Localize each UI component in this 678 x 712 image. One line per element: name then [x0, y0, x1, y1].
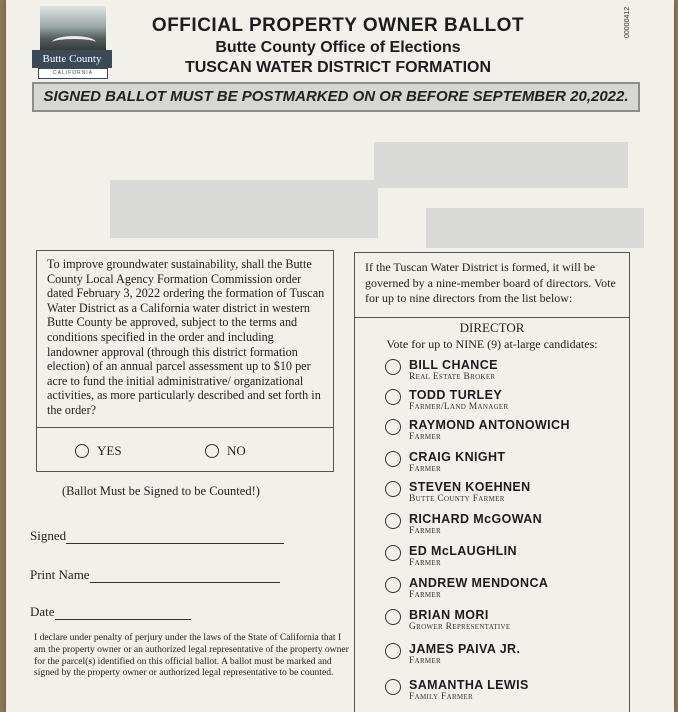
measure-box	[36, 250, 334, 472]
candidate-info	[409, 388, 508, 413]
option-no[interactable]	[205, 443, 246, 459]
candidate-name: RAYMOND ANTONOWICH	[409, 418, 570, 432]
candidate-row[interactable]	[385, 544, 517, 569]
director-contest	[354, 316, 630, 712]
candidate-info	[409, 608, 510, 633]
candidate-name: ED McLAUGHLIN	[409, 544, 517, 558]
redacted-block	[426, 208, 644, 248]
yes-bubble[interactable]	[75, 444, 89, 458]
candidate-info	[409, 678, 529, 703]
candidate-bubble[interactable]	[385, 451, 401, 467]
date-line[interactable]	[55, 607, 191, 620]
candidate-name: CRAIG KNIGHT	[409, 450, 506, 464]
office-name: Butte County Office of Elections	[215, 39, 461, 56]
signed-field[interactable]	[30, 528, 284, 544]
redacted-block	[110, 180, 378, 238]
print-name-line[interactable]	[90, 570, 280, 583]
candidate-occupation: Farmer	[409, 590, 441, 600]
candidate-info	[409, 642, 520, 667]
candidate-occupation: Grower Representative	[409, 622, 511, 632]
candidate-row[interactable]	[385, 418, 570, 443]
candidate-bubble[interactable]	[385, 389, 401, 405]
postmark-banner: SIGNED BALLOT MUST BE POSTMARKED ON OR BEFORE SEPTEMBER 20,2022.	[32, 82, 640, 112]
director-instruction: Vote for up to NINE (9) at-large candidates:	[386, 337, 598, 351]
candidate-name: SAMANTHA LEWIS	[409, 678, 529, 692]
no-label: NO	[227, 443, 246, 458]
candidate-row[interactable]	[385, 358, 498, 383]
candidate-bubble[interactable]	[385, 419, 401, 435]
candidate-row[interactable]	[385, 608, 510, 633]
candidate-occupation: Farmer	[409, 656, 441, 666]
butte-county-logo	[32, 6, 114, 78]
director-title: DIRECTOR	[459, 320, 525, 335]
candidate-info	[409, 358, 498, 383]
candidate-bubble[interactable]	[385, 577, 401, 593]
candidate-name: JAMES PAIVA JR.	[409, 642, 521, 656]
logo-subtext: CALIFORNIA	[38, 68, 108, 79]
candidate-name: BILL CHANCE	[409, 358, 498, 372]
candidate-row[interactable]	[385, 678, 529, 703]
option-yes[interactable]	[75, 443, 122, 459]
candidate-name: ANDREW MENDONCA	[409, 576, 549, 590]
no-bubble[interactable]	[205, 444, 219, 458]
perjury-declaration: I declare under penalty of perjury under the laws of the State of California that I am the property owner or an authorized legal representative of the property owner for the parcel(s) identified on this official ballot. A ballot must be marked and signed by the property owner or authorized legal representative to be counted.	[34, 632, 349, 679]
print-name-label: Print Name	[30, 567, 90, 582]
candidate-occupation: Family Farmer	[409, 692, 473, 702]
measure-question: To improve groundwater sustainability, shall the Butte County Local Agency Formation Commission order dated February 3, 2022 ordering the formation of Tuscan Water District as a California water district in western Butte County be approved, subject to the terms and conditions specified in the order and including landowner approval (through this district formation election) of an annual parcel assessment up to $10 per acre to fund the initial administrative/ organizational activities, as more particularly described and set forth in the order?	[47, 257, 325, 417]
signed-line[interactable]	[66, 531, 284, 544]
logo-text: Butte County	[32, 50, 112, 68]
candidate-name: BRIAN MORI	[409, 608, 489, 622]
candidate-row[interactable]	[385, 512, 542, 537]
candidate-name: RICHARD McGOWAN	[409, 512, 543, 526]
signed-label: Signed	[30, 528, 67, 543]
candidate-name: STEVEN KOEHNEN	[409, 480, 531, 494]
candidate-info	[409, 480, 531, 505]
date-label: Date	[30, 604, 55, 619]
print-name-field[interactable]	[30, 567, 280, 583]
candidate-bubble[interactable]	[385, 679, 401, 695]
candidate-row[interactable]	[385, 480, 531, 505]
candidate-occupation: Farmer/Land Manager	[409, 402, 509, 412]
candidate-bubble[interactable]	[385, 513, 401, 529]
candidate-name: TODD TURLEY	[409, 388, 503, 402]
candidate-row[interactable]	[385, 388, 508, 413]
board-info-box	[354, 252, 630, 318]
candidate-info	[409, 450, 505, 475]
ballot-code: 00000412	[624, 6, 631, 38]
sign-note: (Ballot Must be Signed to be Counted!)	[62, 484, 260, 498]
candidate-occupation: Real Estate Broker	[409, 372, 496, 382]
candidate-occupation: Farmer	[409, 558, 441, 568]
divider	[37, 427, 333, 428]
candidate-row[interactable]	[385, 576, 548, 601]
candidate-row[interactable]	[385, 450, 505, 475]
board-info-text: If the Tuscan Water District is formed, it will be governed by a nine-member board of directors. Vote for up to nine directors from the list below:	[365, 260, 616, 305]
candidate-row[interactable]	[385, 642, 520, 667]
candidate-bubble[interactable]	[385, 609, 401, 625]
measure-name: TUSCAN WATER DISTRICT FORMATION	[184, 59, 492, 76]
candidate-info	[409, 512, 542, 537]
candidate-occupation: Farmer	[409, 464, 441, 474]
candidate-bubble[interactable]	[385, 545, 401, 561]
river-graphic	[52, 36, 96, 49]
candidate-bubble[interactable]	[385, 359, 401, 375]
candidate-occupation: Farmer	[409, 526, 441, 536]
yes-label: YES	[97, 443, 122, 458]
candidate-bubble[interactable]	[385, 481, 401, 497]
ballot-header	[118, 14, 558, 78]
redacted-block	[374, 142, 628, 188]
candidate-info	[409, 576, 548, 601]
date-field[interactable]	[30, 604, 191, 620]
ballot-sheet	[6, 0, 674, 712]
candidate-info	[409, 544, 517, 569]
candidate-occupation: Farmer	[409, 432, 441, 442]
candidate-bubble[interactable]	[385, 643, 401, 659]
candidate-info	[409, 418, 570, 443]
candidate-occupation: Butte County Farmer	[409, 494, 505, 504]
ballot-title: OFFICIAL PROPERTY OWNER BALLOT	[151, 15, 525, 36]
